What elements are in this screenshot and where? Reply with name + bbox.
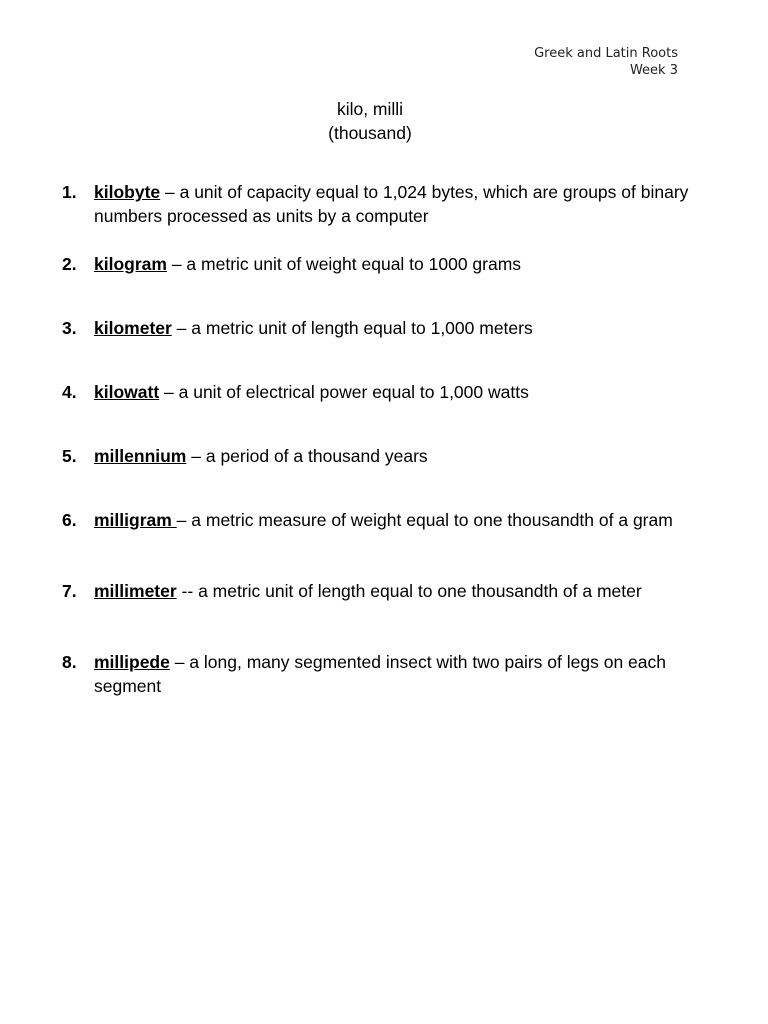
entry-number: 3. (62, 318, 77, 338)
vocabulary-entry (62, 579, 692, 650)
entry-term: milligram (94, 510, 177, 530)
entry-separator: – (176, 510, 192, 530)
vocabulary-entry (62, 380, 692, 444)
entry-definition: a unit of electrical power equal to 1,000 watts (178, 382, 529, 402)
title-block (0, 97, 740, 145)
entry-definition: a metric unit of length equal to 1,000 meters (191, 318, 533, 338)
entry-definition: a metric unit of length equal to one thousandth of a meter (198, 581, 642, 601)
title-roots: kilo, milli (336, 99, 404, 119)
entry-term: kilowatt (94, 382, 160, 402)
header-course-title: Greek and Latin Roots (534, 46, 678, 61)
entry-number: 8. (62, 652, 77, 672)
title-meaning: (thousand) (328, 123, 412, 143)
entry-term: kilogram (94, 254, 167, 274)
entry-term: millennium (94, 446, 187, 466)
entry-term: millimeter (94, 581, 177, 601)
entry-number: 7. (62, 581, 77, 601)
entry-definition: a unit of capacity equal to 1,024 bytes, which are groups of binary numbers processed as units by a computer (94, 182, 689, 226)
entry-separator: – (169, 652, 190, 672)
entry-separator: -- (176, 581, 199, 601)
vocabulary-entry (62, 316, 692, 380)
entry-number: 5. (62, 446, 77, 466)
entry-definition: a long, many segmented insect with two pairs of legs on each segment (94, 652, 666, 696)
entry-term: kilobyte (94, 182, 161, 202)
entry-number: 2. (62, 254, 77, 274)
vocabulary-entry (62, 650, 692, 698)
vocabulary-entry (62, 508, 692, 579)
entry-number: 4. (62, 382, 77, 402)
entry-number: 1. (62, 182, 77, 202)
entry-definition: a metric unit of weight equal to 1000 grams (186, 254, 522, 274)
entry-definition: a period of a thousand years (205, 446, 428, 466)
entry-definition: a metric measure of weight equal to one thousandth of a gram (191, 510, 673, 530)
entry-term: kilometer (94, 318, 172, 338)
vocabulary-entry (62, 252, 692, 316)
entry-separator: – (186, 446, 206, 466)
entry-separator: – (159, 382, 179, 402)
vocabulary-entry (62, 180, 692, 252)
entry-separator: – (160, 182, 180, 202)
vocabulary-list (62, 180, 692, 698)
header-week: Week 3 (629, 63, 678, 78)
entry-separator: – (166, 254, 187, 274)
entry-separator: – (171, 318, 192, 338)
vocabulary-entry (62, 444, 692, 508)
entry-term: millipede (94, 652, 170, 672)
document-header (534, 45, 678, 79)
entry-number: 6. (62, 510, 77, 530)
